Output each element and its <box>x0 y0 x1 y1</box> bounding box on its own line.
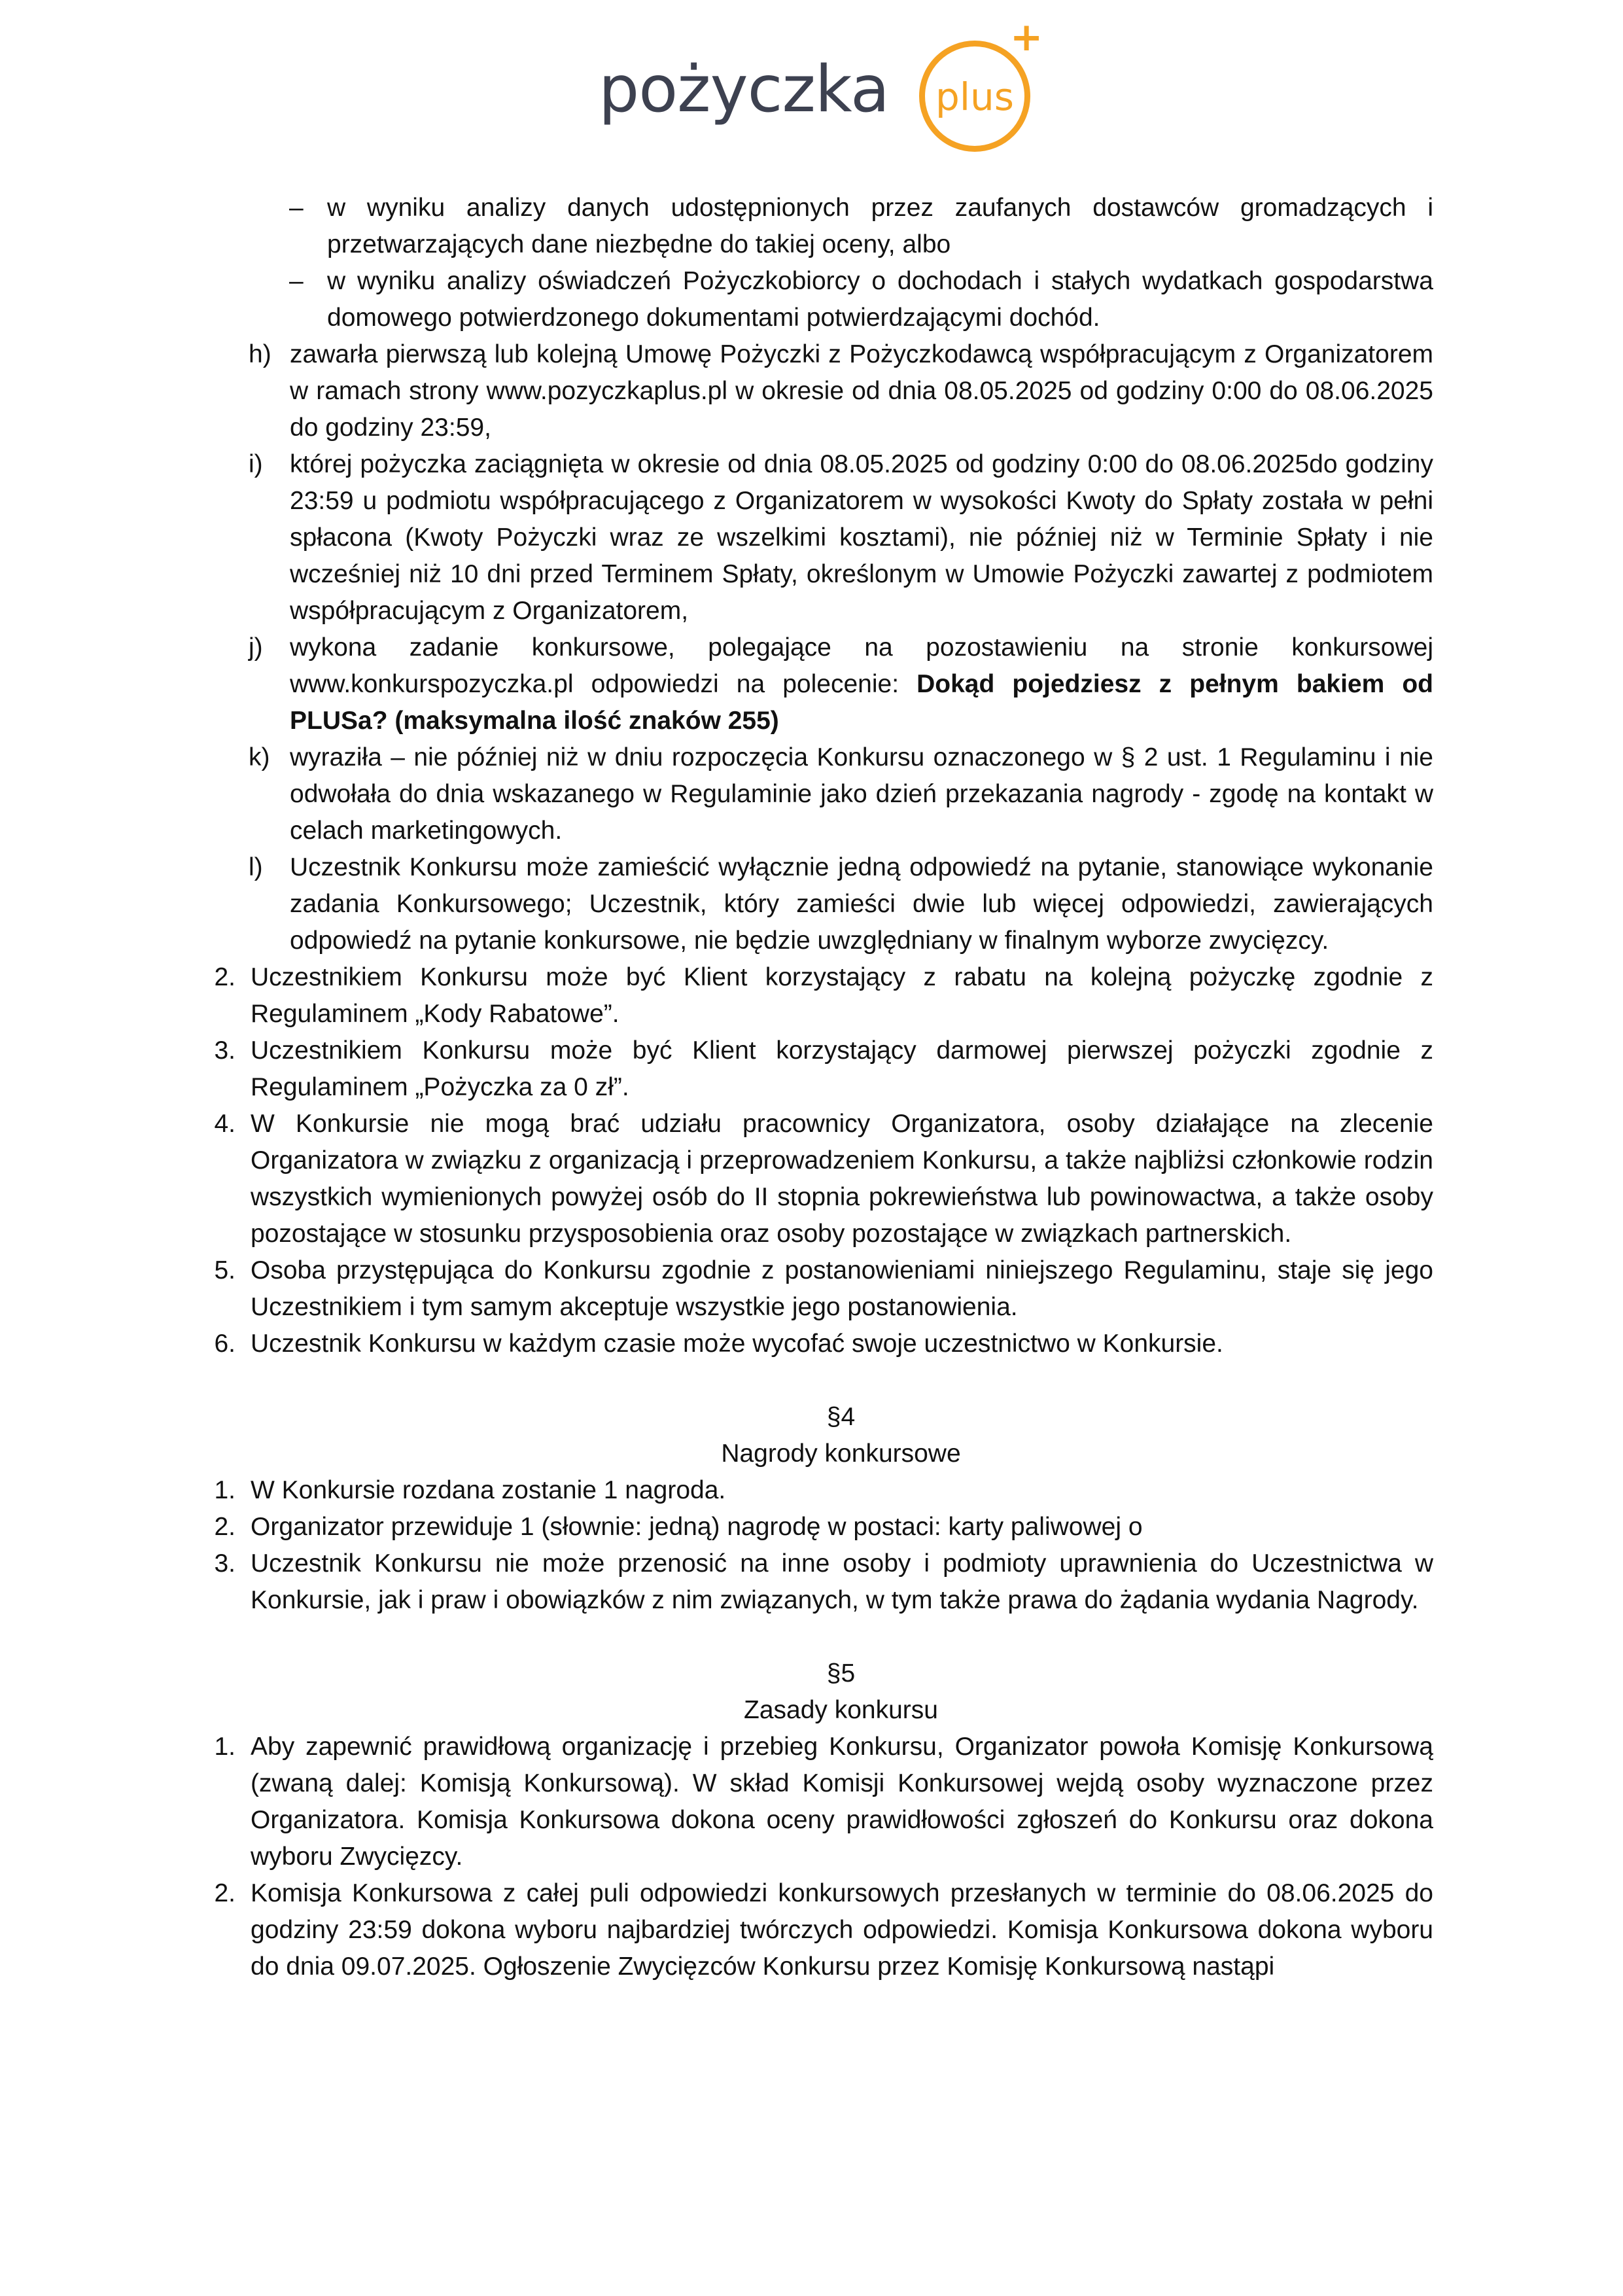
item-number: 3. <box>214 1549 236 1578</box>
letter-list-item-i <box>0 446 1623 629</box>
logo-plus-badge <box>919 14 1043 152</box>
letter-list-item-k <box>0 739 1623 849</box>
item-number: 1. <box>214 1476 236 1504</box>
numbered-list-item <box>0 1729 1623 1875</box>
section-number: §5 <box>826 1659 856 1687</box>
section-title: Zasady konkursu <box>744 1696 938 1724</box>
item-number: 1. <box>214 1733 236 1761</box>
letter-list-item-l <box>0 849 1623 959</box>
numbered-list-item <box>0 959 1623 1033</box>
logo-plus-sign: + <box>1010 14 1043 60</box>
item-number: 3. <box>214 1036 236 1065</box>
item-text: Uczestnikiem Konkursu może być Klient korzystający z rabatu na kolejną pożyczkę zgodnie z Regulaminem „Kody Rabatowe”. <box>251 963 1433 1028</box>
item-text: Uczestnik Konkursu nie może przenosić na inne osoby i podmioty uprawnienia do Uczestnictwa w Konkursie, jak i praw i obowiązków z nim związanych, w tym także prawa do żądania wydania Nagrody. <box>251 1549 1433 1614</box>
item-text: wyraziła – nie później niż w dniu rozpoczęcia Konkursu oznaczonego w § 2 ust. 1 Regulaminu i nie odwołała do dnia wskazanego w Regulaminie jako dzień przekazania nagrody - zgodę na kontakt w celach marketingowych. <box>290 743 1433 845</box>
item-marker: h) <box>249 340 271 368</box>
item-text: zawarła pierwszą lub kolejną Umowę Pożyczki z Pożyczkodawcą współpracującym z Organizatorem w ramach strony www.pozyczkaplus.pl w okresie od dnia 08.05.2025 od godziny 0:00 do 08.06.2025 do godziny 23:59, <box>290 340 1433 442</box>
item-text: W Konkursie nie mogą brać udziału pracownicy Organizatora, osoby działające na zlecenie Organizatora w związku z organizacją i przeprowadzeniem Konkursu, a także najbliżsi członkowie rodzin wszystkich wymienionych powyżej osób do II stopnia pokrewieństwa lub powinowactwa, a także osoby pozostające w stosunku przysposobienia oraz osoby pozostające w związkach partnerskich. <box>251 1110 1433 1248</box>
numbered-list-item <box>0 1106 1623 1252</box>
numbered-list-item <box>0 1033 1623 1106</box>
item-text: Uczestnik Konkursu może zamieścić wyłącznie jedną odpowiedź na pytanie, stanowiące wykonanie zadania Konkursowego; Uczestnik, który zamieści dwie lub więcej odpowiedzi, zawierających odpowiedź na pytanie konkursowe, nie będzie uwzględniany w finalnym wyborze zwycięzcy. <box>290 853 1433 955</box>
regulation-document <box>0 190 1623 1985</box>
logo-badge-text: plus <box>935 75 1014 119</box>
section-number: §4 <box>826 1403 856 1431</box>
numbered-list-item <box>0 1509 1623 1545</box>
item-marker: l) <box>249 853 263 881</box>
numbered-list-item <box>0 1875 1623 1985</box>
numbered-list-item <box>0 1252 1623 1326</box>
item-text: Aby zapewnić prawidłową organizację i przebieg Konkursu, Organizator powoła Komisję Konkursową (zwaną dalej: Komisją Konkursową). W skład Komisji Konkursowej wejdą osoby wyznaczone przez Organizatora. Komisja Konkursowa dokona oceny prawidłowości zgłoszeń do Konkursu oraz dokona wyboru Zwycięzcy. <box>251 1733 1433 1871</box>
letter-list-item-h <box>0 336 1623 446</box>
letter-list-item-j <box>0 629 1623 739</box>
contest-question: Dokąd pojedziesz z pełnym bakiem od PLUSa? (maksymalna ilość znaków 255) <box>290 670 1433 735</box>
item-text: Komisja Konkursowa z całej puli odpowiedzi konkursowych przesłanych w terminie do 08.06.2025 do godziny 23:59 dokona wyboru najbardziej twórczych odpowiedzi. Komisja Konkursowa dokona wyboru do dnia 09.07.2025. Ogłoszenie Zwycięzców Konkursu przez Komisję Konkursową nastąpi <box>251 1879 1433 1981</box>
dash-item-text: w wyniku analizy danych udostępnionych przez zaufanych dostawców gromadzących i przetwarzających dane niezbędne do takiej oceny, albo <box>327 194 1433 258</box>
pozyczkaplus-logo <box>599 14 1043 157</box>
item-marker: j) <box>249 633 263 662</box>
item-number: 5. <box>214 1256 236 1284</box>
dash-marker: – <box>289 267 304 295</box>
item-text: Uczestnik Konkursu w każdym czasie może wycofać swoje uczestnictwo w Konkursie. <box>251 1330 1223 1358</box>
section-title: Nagrody konkursowe <box>721 1439 961 1468</box>
item-marker: i) <box>249 450 263 478</box>
dash-item-text: w wyniku analizy oświadczeń Pożyczkobiorcy o dochodach i stałych wydatkach gospodarstwa domowego potwierdzonego dokumentami potwierdzającymi dochód. <box>327 267 1433 332</box>
item-text: Uczestnikiem Konkursu może być Klient korzystający darmowej pierwszej pożyczki zgodnie z Regulaminem „Pożyczka za 0 zł”. <box>251 1036 1433 1101</box>
item-number: 2. <box>214 963 236 991</box>
item-number: 2. <box>214 1879 236 1907</box>
numbered-list-item <box>0 1326 1623 1362</box>
dash-list-item <box>0 190 1623 263</box>
dash-list-item <box>0 263 1623 336</box>
numbered-list-item <box>0 1545 1623 1619</box>
item-text: której pożyczka zaciągnięta w okresie od dnia 08.05.2025 od godziny 0:00 do 08.06.2025do godziny 23:59 u podmiotu współpracującego z Organizatorem w wysokości Kwoty do Spłaty została w pełni spłacona (Kwoty Pożyczki wraz ze wszelkimi kosztami), nie później niż w Terminie Spłaty i nie wcześniej niż 10 dni przed Terminem Spłaty, określonym w Umowie Pożyczki zawartej z podmiotem współpracującym z Organizatorem, <box>290 450 1433 625</box>
item-number: 2. <box>214 1513 236 1541</box>
item-number: 4. <box>214 1110 236 1138</box>
item-text: Osoba przystępująca do Konkursu zgodnie z postanowieniami niniejszego Regulaminu, staje się jego Uczestnikiem i tym samym akceptuje wszystkie jego postanowienia. <box>251 1256 1433 1321</box>
item-text: W Konkursie rozdana zostanie 1 nagroda. <box>251 1476 726 1504</box>
logo-wordmark: pożyczka <box>599 52 890 127</box>
item-text: wykona zadanie konkursowe, polegające na pozostawieniu na stronie konkursowej www.konkurspozyczka.pl odpowiedzi na polecenie: <box>290 633 1433 698</box>
numbered-list-item <box>0 1472 1623 1509</box>
item-number: 6. <box>214 1330 236 1358</box>
item-marker: k) <box>249 743 270 771</box>
item-text: Organizator przewiduje 1 (słownie: jedną) nagrodę w postaci: karty paliwowej o <box>251 1513 1143 1541</box>
dash-marker: – <box>289 194 304 222</box>
